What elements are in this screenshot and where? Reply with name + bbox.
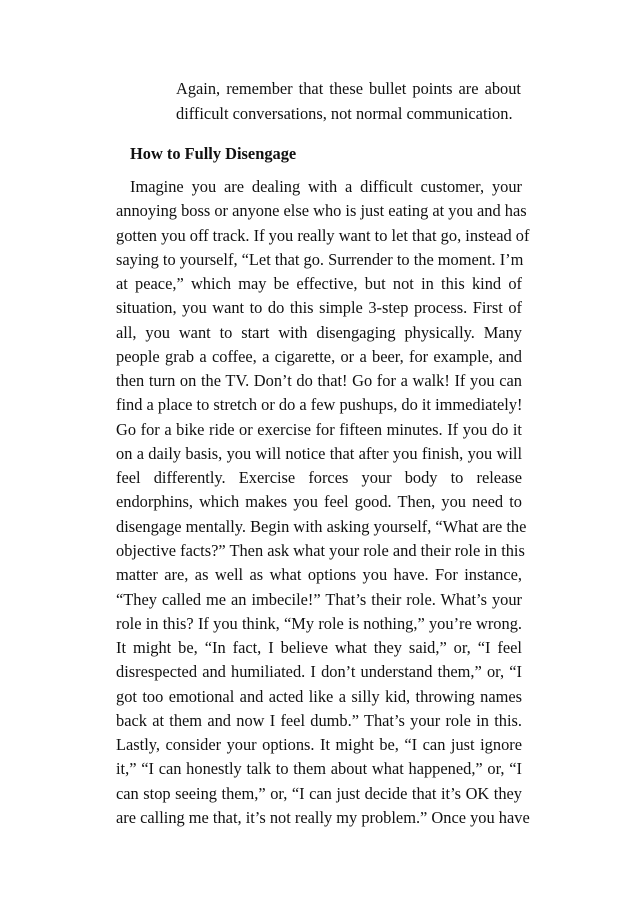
body-line: are calling me that, it’s not really my problem.” Once you have — [116, 807, 530, 827]
body-line: people grab a coffee, a cigarette, or a beer, for example, and — [116, 346, 522, 366]
body-line: Lastly, consider your options. It might be, “I can just ignore — [116, 735, 522, 755]
body-line: all, you want to start with disengaging physically. Many — [116, 322, 522, 342]
body-line: gotten you off track. If you really want to let that go, instead of — [116, 225, 530, 245]
body-line: endorphins, which makes you feel good. Then, you need to — [116, 492, 522, 512]
body-line: objective facts?” Then ask what your role and their role in this — [116, 540, 525, 560]
body-line: Imagine you are dealing with a difficult customer, your — [130, 177, 522, 196]
body-line: disengage mentally. Begin with asking yourself, “What are the — [116, 516, 527, 536]
body-line: situation, you want to do this simple 3-step process. First of — [116, 298, 522, 318]
reminder-paragraph — [176, 77, 521, 126]
body-line: back at them and now I feel dumb.” That’s your role in this. — [116, 710, 522, 730]
body-line: feel differently. Exercise forces your body to release — [116, 468, 522, 488]
body-line: annoying boss or anyone else who is just eating at you and has — [116, 201, 527, 221]
body-line: on a daily basis, you will notice that after you finish, you will — [116, 443, 522, 463]
body-line: then turn on the TV. Don’t do that! Go for a walk! If you can — [116, 371, 522, 391]
body-line: saying to yourself, “Let that go. Surrender to the moment. I’m — [116, 249, 524, 269]
body-line: It might be, “In fact, I believe what they said,” or, “I feel — [116, 638, 522, 658]
body-line: “They called me an imbecile!” That’s their role. What’s your — [116, 589, 522, 609]
body-line: can stop seeing them,” or, “I can just decide that it’s OK they — [116, 783, 522, 803]
section-heading: How to Fully Disengage — [130, 144, 297, 163]
body-line: disrespected and humiliated. I don’t understand them,” or, “I — [116, 662, 522, 682]
reminder-line: difficult conversations, not normal communication. — [176, 103, 513, 123]
reminder-line: Again, remember that these bullet points are about — [176, 79, 521, 98]
body-line: it,” “I can honestly talk to them about what happened,” or, “I — [116, 759, 522, 779]
body-line: Go for a bike ride or exercise for fifteen minutes. If you do it — [116, 419, 522, 439]
body-line: find a place to stretch or do a few pushups, do it immediately! — [116, 395, 523, 415]
body-line: role in this? If you think, “My role is nothing,” you’re wrong. — [116, 613, 522, 633]
body-line: at peace,” which may be effective, but not in this kind of — [116, 274, 522, 294]
body-line: got too emotional and acted like a silly kid, throwing names — [116, 686, 522, 706]
body-paragraph — [116, 175, 530, 830]
body-line: matter are, as well as what options you have. For instance, — [116, 565, 522, 585]
